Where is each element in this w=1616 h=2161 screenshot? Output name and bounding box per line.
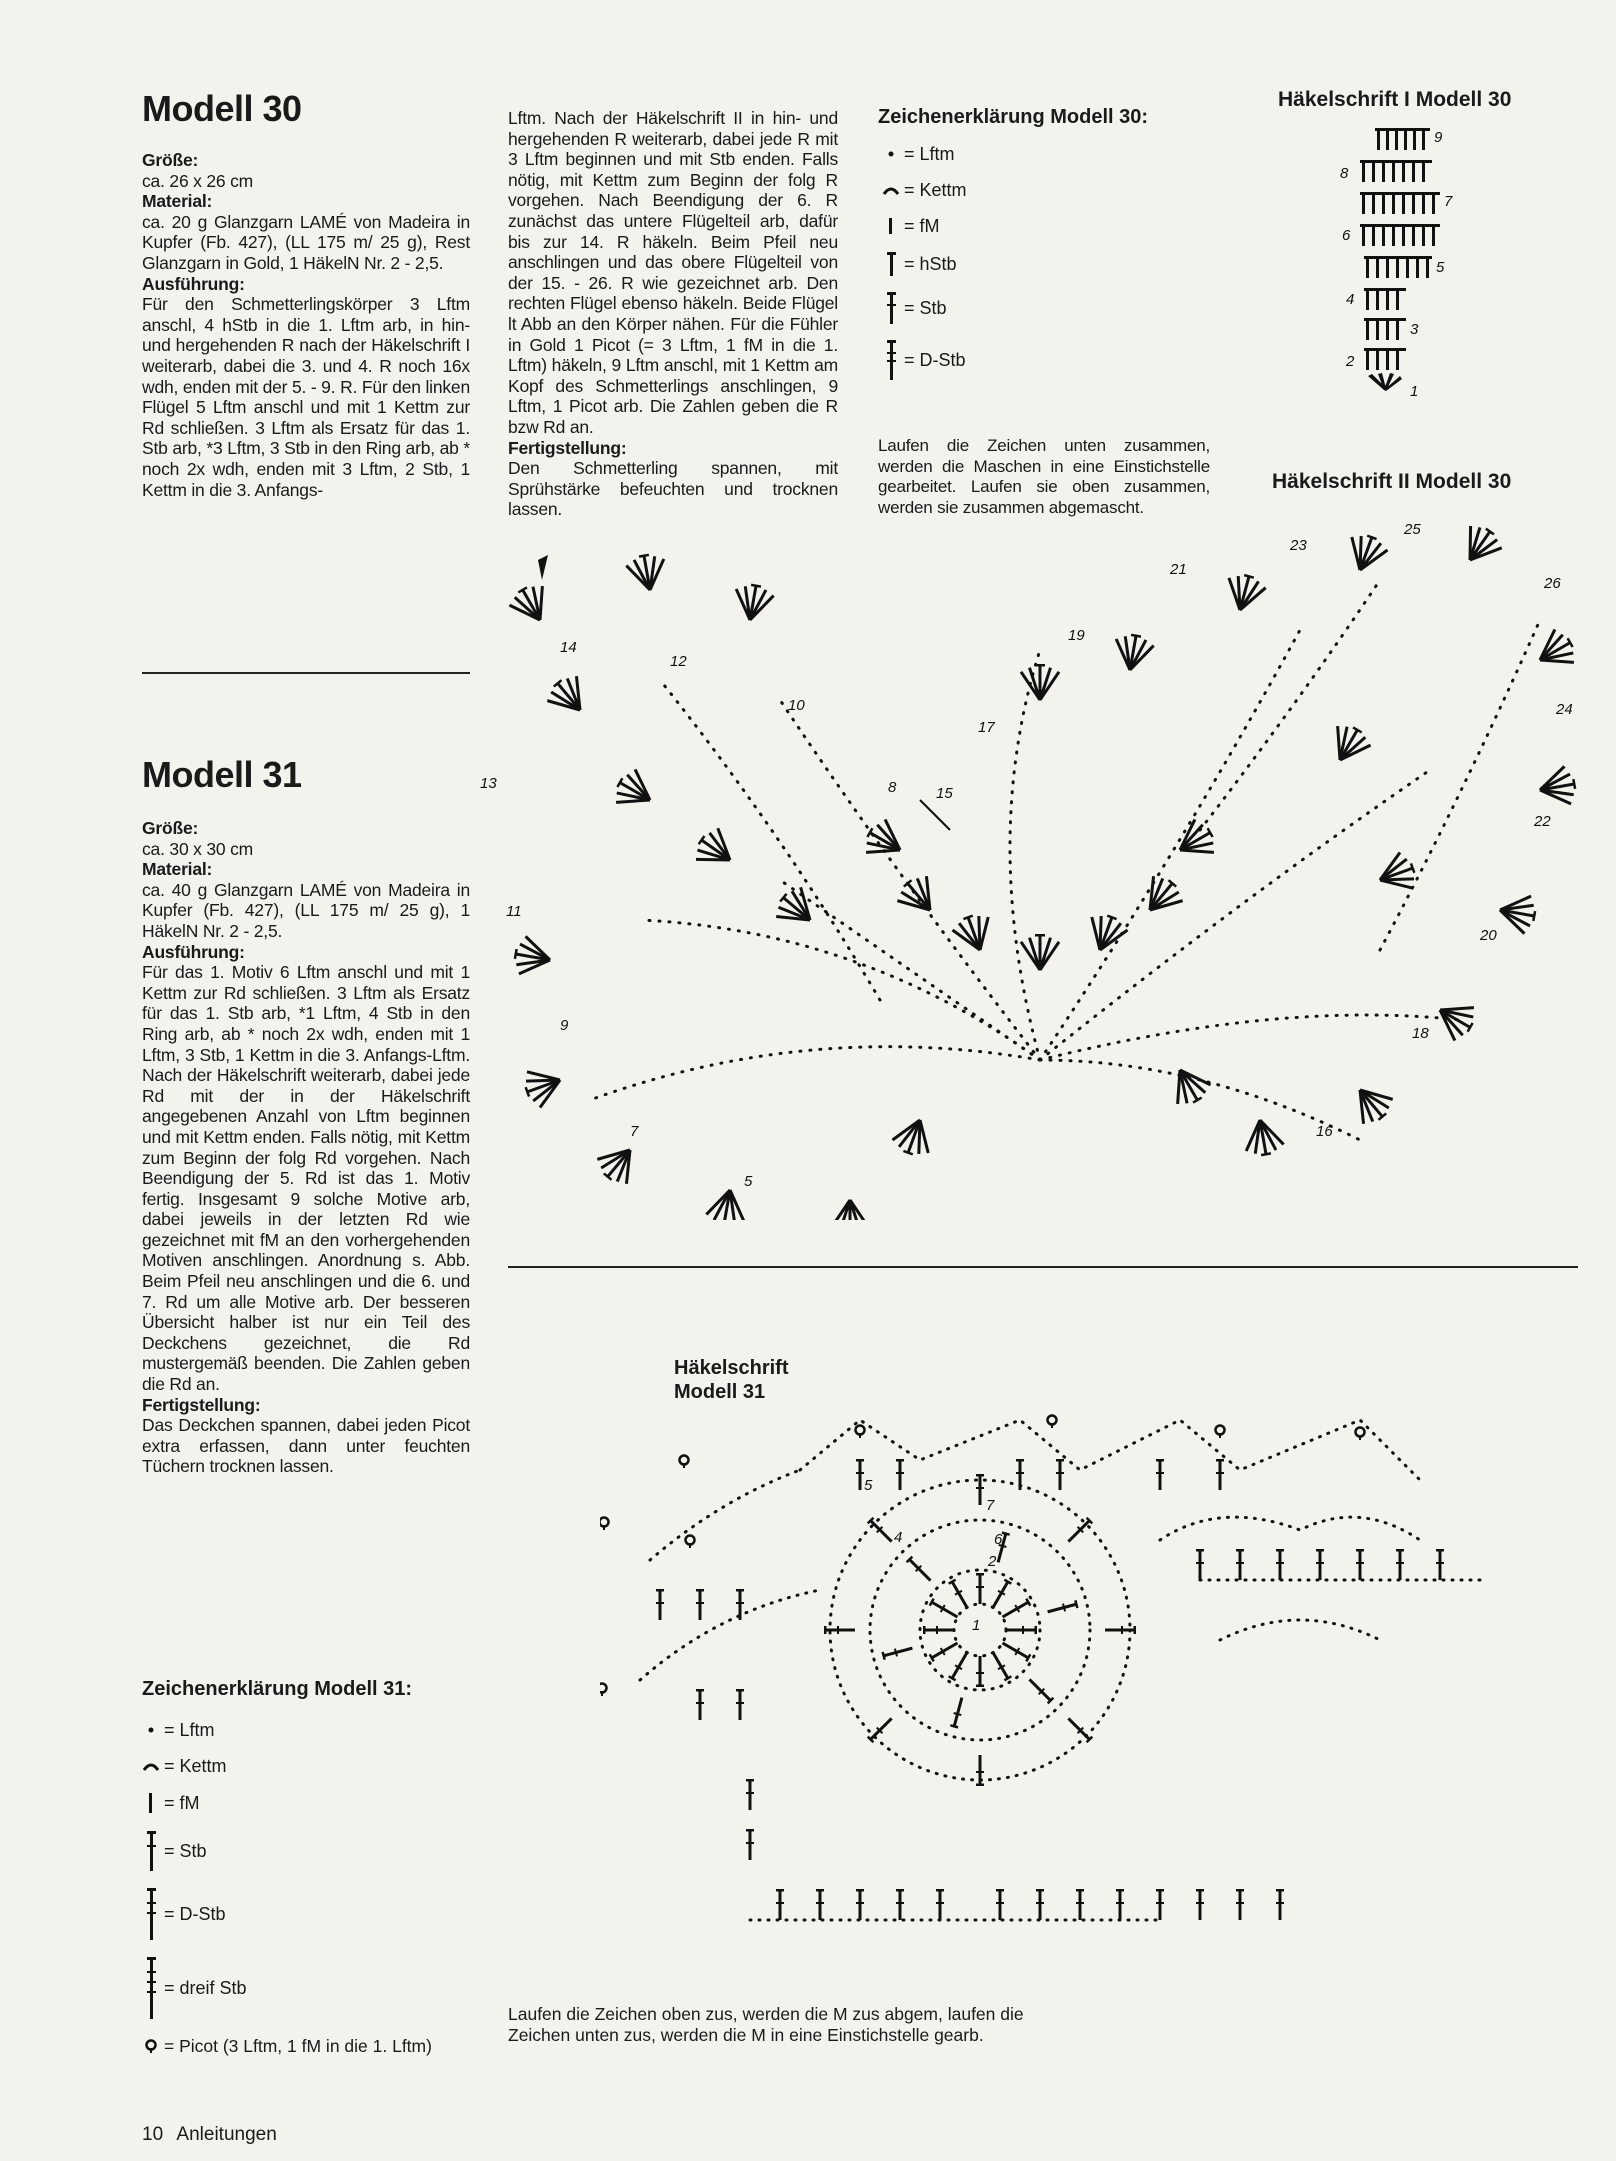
row-label-22: 22: [1534, 813, 1551, 830]
fertig-label: Fertigstellung:: [142, 1394, 261, 1415]
groesse-label: Größe:: [142, 818, 199, 838]
treble-crochet-icon: [878, 338, 904, 382]
row-label-2: 2: [1346, 353, 1355, 370]
row-label-9: 9: [560, 1017, 569, 1034]
haekelschrift2-diagram: [480, 500, 1580, 1220]
row-label-9: 9: [1434, 129, 1443, 146]
chain-stitch-icon: [878, 149, 904, 159]
half-double-crochet-icon: [878, 250, 904, 278]
slip-stitch-icon: [138, 1760, 164, 1772]
ausfuehrung-text: Für das 1. Motiv 6 Lftm anschl und mit 1 Kettm zur Rd schließen. 3 Lftm als Ersatz für das 1. Stb arb, *1 Lftm, 4 Stb in den Ring arb, ab * noch 2x wdh, enden mit 1 Lftm, 3 Stb, 1 Kettm in die 3. Anfangs-Lftm. Nach der Häkelschrift weiterarb, dabei jede Rd mit der in der Häkelschrift angegebenen Anzahl von Lftm beginnen und mit Kettm enden. Falls nötig, mit Kettm zum Beginn der folg Rd vorgehen. Nach Beendigung der 5. Rd ist das 1. Motiv fertig. Insgesamt 9 solche Motive arb, dabei jeweils in der letzten Rd wie gezeichnet mit fM an den vorhergehenden Motiven anschlingen. Anordnung s. Abb. Beim Pfeil neu anschlingen und die 6. und 7. Rd um alle Motive arb. Der besseren Übersicht halber ist nur ein Teil des Deckchens gezeichnet, die Rd mustergemäß beenden. Die Zahlen geben die Rd an.: [142, 962, 470, 1395]
row-label-4: 4: [1346, 291, 1355, 308]
ausfuehrung-continued: Lftm. Nach der Häkelschrift II in hin- und hergehenden R weiterarb, dabei jede R mit 3 Lftm beginnen und mit Stb enden. Falls nötig, mit Kettm zum Beginn der folg R vorgehen. Nach Beendigung der 6. R zunächst das untere Flügelteil arb, dafür bis zur 14. R häkeln. Beim Pfeil neu anschlingen und das obere Flügelteil von der 15. - 26. R wie gezeichnet arb. Den rechten Flügel ebenso häkeln. Beide Flügel lt Abb an den Körper nähen. Für die Fühler in Gold 1 Picot (= 3 Lftm, 1 fM in die 1. Lftm) häkeln, 9 Lftm anschl, mit 1 Kettm am Kopf des Schmetterlings anschlingen, 9 Lftm, 1 Picot arb. Die Zahlen geben die R bzw Rd an.: [508, 108, 838, 437]
legend-kettm: = Kettm: [138, 1748, 478, 1784]
fertig-label: Fertigstellung:: [508, 437, 627, 458]
modell30-text-col1: [142, 150, 470, 500]
round-label-7: 7: [986, 1497, 995, 1514]
row-label-12: 12: [670, 653, 687, 670]
legend-fm: = fM: [878, 208, 1208, 244]
haekelschrift31-note: Laufen die Zeichen oben zus, werden die M zus abgem, laufen die Zeichen unten zus, werden die M in eine Einstichstelle gearb.: [508, 2004, 1024, 2045]
triple-treble-icon: [138, 1955, 164, 2021]
legend-fm: = fM: [138, 1784, 478, 1822]
row-label-7: 7: [630, 1123, 639, 1140]
legend31-title: Zeichenerklärung Modell 31:: [142, 1678, 413, 1700]
ausfuehrung-label: Ausführung:: [142, 941, 245, 962]
row-label-8: 8: [1340, 165, 1349, 182]
fertig-text: Das Deckchen spannen, dabei jeden Picot extra erfassen, dann unter feuchten Tüchern trocknen lassen.: [142, 1415, 470, 1477]
row-label-23: 23: [1290, 537, 1307, 554]
row-label-5: 5: [744, 1173, 753, 1190]
legend-lftm: = Lftm: [138, 1712, 478, 1748]
chain-stitch-icon: [138, 1725, 164, 1735]
row-label-3: 3: [1410, 321, 1419, 338]
legend30: [878, 136, 1208, 388]
modell30-title: Modell 30: [142, 88, 302, 129]
legend-stb: = Stb: [878, 284, 1208, 332]
double-crochet-icon: [878, 290, 904, 326]
row-label-16: 16: [1316, 1123, 1333, 1140]
row-label-5: 5: [1436, 259, 1445, 276]
row-label-26: 26: [1544, 575, 1561, 592]
modell31-text: [142, 818, 470, 1477]
row-label-21: 21: [1170, 561, 1187, 578]
legend-lftm: = Lftm: [878, 136, 1208, 172]
groesse-label: Größe:: [142, 150, 199, 170]
legend-stb: = Stb: [138, 1822, 478, 1880]
row-label-6: 6: [1342, 227, 1351, 244]
section-label: Anleitungen: [176, 2124, 277, 2145]
row-label-10: 10: [788, 697, 805, 714]
section-divider-right: [508, 1266, 1578, 1268]
row-label-18: 18: [1412, 1025, 1429, 1042]
row-label-25: 25: [1404, 521, 1421, 538]
legend-kettm: = Kettm: [878, 172, 1208, 208]
page-footer: [142, 2124, 277, 2146]
row-label-7: 7: [1444, 193, 1453, 210]
picot-icon: [138, 2038, 164, 2054]
round-label-2: 2: [988, 1553, 997, 1570]
row-label-24: 24: [1556, 701, 1573, 718]
round-label-5: 5: [864, 1477, 873, 1494]
legend-picot: = Picot (3 Lftm, 1 fM in die 1. Lftm): [138, 2028, 478, 2064]
round-label-6: 6: [994, 1531, 1003, 1548]
double-crochet-icon: [138, 1829, 164, 1873]
ausfuehrung-text: Für den Schmetterlingskörper 3 Lftm anschl, 4 hStb in die 1. Lftm arb, in hin- und hergehenden R nach der Häkelschrift I weiterarb, dabei die 3. und 4. R noch 16x wdh, enden mit der 5. - 9. R. Für den linken Flügel 5 Lftm anschl und mit 1 Kettm zur Rd schließen. 3 Lftm als Ersatz für das 1. Stb arb, *3 Lftm, 3 Stb in den Ring arb, ab * noch 2x wdh, enden mit 3 Lftm, 2 Stb, 1 Kettm in die 3. Anfangs-: [142, 294, 470, 500]
row-label-14: 14: [560, 639, 577, 656]
treble-crochet-icon: [138, 1886, 164, 1942]
groesse-value: ca. 26 x 26 cm: [142, 170, 254, 191]
row-label-20: 20: [1480, 927, 1497, 944]
row-label-1: 1: [1410, 383, 1419, 398]
row-label-15: 15: [936, 785, 953, 802]
row-label-11: 11: [506, 903, 522, 920]
haekelschrift1-diagram: [1320, 118, 1490, 398]
single-crochet-icon: [138, 1791, 164, 1815]
slip-stitch-icon: [878, 184, 904, 196]
haekelschrift31-title: Häkelschrift: [674, 1357, 789, 1379]
legend-dreif-stb: = dreif Stb: [138, 1948, 478, 2028]
legend30-note: Laufen die Zeichen unten zusammen, werden die Maschen in eine Einstichstelle gearbeitet. Laufen sie oben zusammen, werden sie zusammen abgemascht.: [878, 436, 1210, 517]
round-label-1: 1: [972, 1617, 981, 1634]
haekelschrift2-title: Häkelschrift II Modell 30: [1272, 470, 1512, 493]
legend-hstb: = hStb: [878, 244, 1208, 284]
material-value: ca. 20 g Glanzgarn LAMÉ von Madeira in Kupfer (Fb. 427), (LL 175 m/ 25 g), Rest Glanzgarn in Gold, 1 HäkelN Nr. 2 - 2,5.: [142, 211, 470, 273]
groesse-value: ca. 30 x 30 cm: [142, 838, 254, 859]
haekelschrift31-subtitle: Modell 31: [674, 1381, 766, 1403]
material-label: Material:: [142, 859, 213, 880]
single-crochet-icon: [878, 215, 904, 237]
row-label-8: 8: [888, 779, 897, 796]
material-value: ca. 40 g Glanzgarn LAMÉ von Madeira in Kupfer (Fb. 427), (LL 175 m/ 25 g), 1 HäkelN Nr. 2 - 2,5.: [142, 879, 470, 941]
ausfuehrung-label: Ausführung:: [142, 273, 245, 294]
legend30-title: Zeichenerklärung Modell 30:: [878, 106, 1149, 128]
legend-dstb: = D-Stb: [138, 1880, 478, 1948]
material-label: Material:: [142, 191, 213, 212]
fertig-text: Den Schmetterling spannen, mit Sprühstärke befeuchten und trocknen lassen.: [508, 458, 838, 520]
section-divider-left: [142, 672, 470, 674]
haekelschrift31-diagram: [600, 1380, 1500, 1980]
legend-dstb: = D-Stb: [878, 332, 1208, 388]
row-label-13: 13: [480, 775, 497, 792]
modell31-title: Modell 31: [142, 754, 302, 795]
haekelschrift1-title: Häkelschrift I Modell 30: [1278, 88, 1512, 111]
row-label-17: 17: [978, 719, 995, 736]
legend31: [138, 1712, 478, 2064]
page-number: 10: [142, 2124, 164, 2145]
round-label-4: 4: [894, 1529, 903, 1546]
row-label-19: 19: [1068, 627, 1085, 644]
modell30-text-col2: [508, 108, 838, 520]
